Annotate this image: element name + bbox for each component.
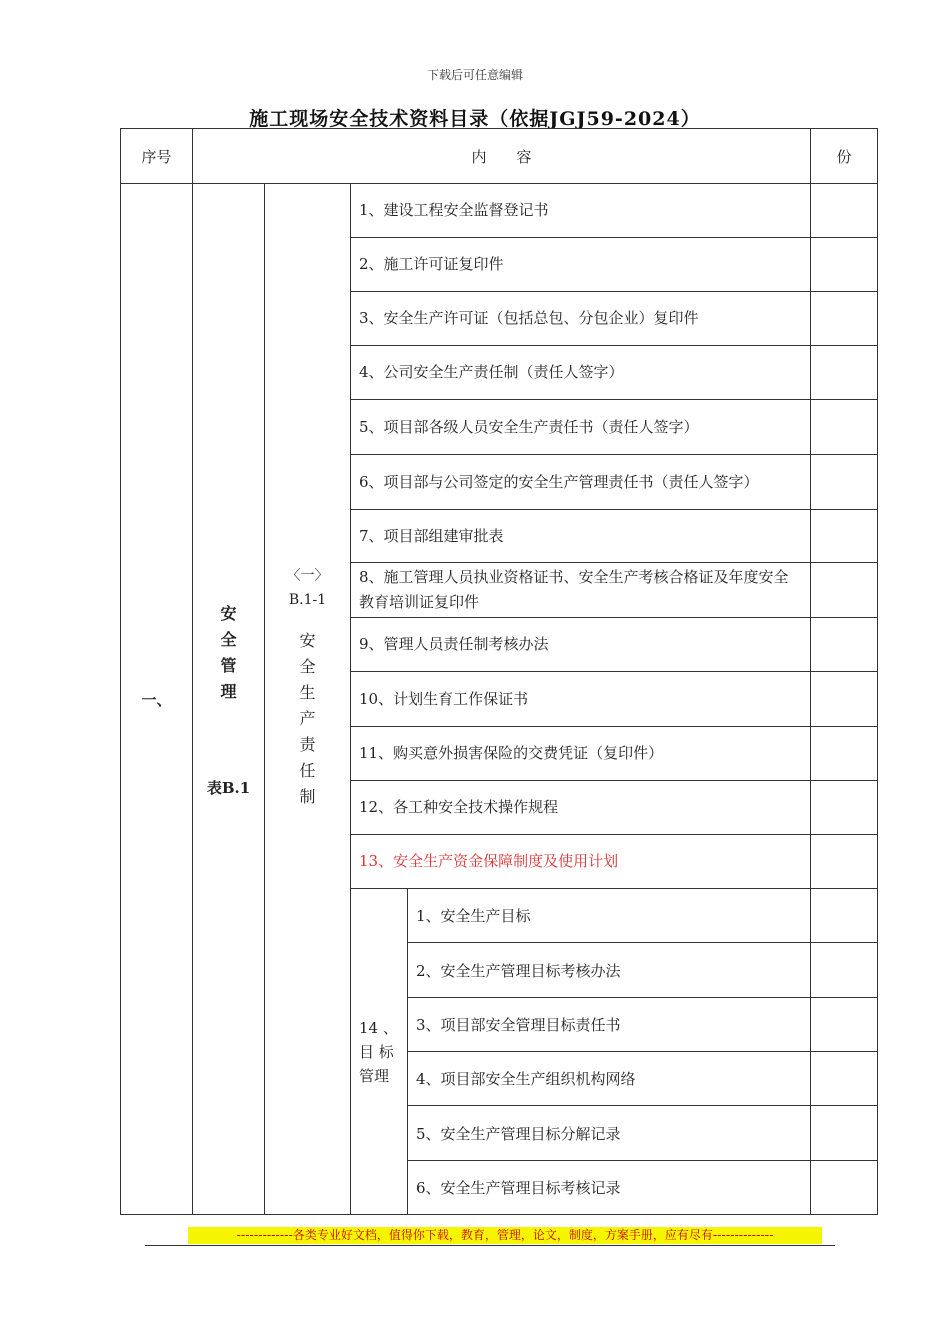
sub-list-item: 4、项目部安全生产组织机构网络 (408, 1052, 811, 1106)
subcategory-code: B.1-1 (288, 592, 327, 608)
document-title: 施工现场安全技术资料目录（依据JGJ59-2024） (249, 108, 701, 130)
category-char: 管 (220, 655, 237, 675)
list-item: 4、公司安全生产责任制（责任人签字） (351, 346, 811, 400)
copies-cell (811, 835, 878, 889)
copies-cell (811, 563, 878, 618)
item14-label-line: 管理 (359, 1066, 390, 1085)
copies-cell (811, 727, 878, 781)
category-char: 安 (220, 603, 237, 623)
subcategory-char: 安 (299, 631, 316, 650)
subcategory-char: 责 (299, 735, 316, 754)
sub-list-item: 5、安全生产管理目标分解记录 (408, 1106, 811, 1161)
list-item: 2、施工许可证复印件 (351, 238, 811, 292)
subcategory-char: 全 (299, 657, 316, 676)
subcategory-char: 产 (299, 709, 316, 728)
copies-cell (811, 510, 878, 563)
footer-divider (145, 1245, 835, 1246)
footer-banner: -------------各类专业好文档，值得你下载，教育，管理，论文，制度，方案手册，应有尽有-------------- (188, 1227, 822, 1244)
subcategory-code: 〈一〉 (286, 568, 329, 584)
copies-cell (811, 618, 878, 672)
list-item: 12、各工种安全技术操作规程 (351, 781, 811, 835)
item14-label-line: 14 、 (359, 1018, 398, 1037)
section-number: 一、 (121, 184, 193, 1215)
sub-list-item: 6、安全生产管理目标考核记录 (408, 1161, 811, 1215)
sub-list-item: 3、项目部安全管理目标责任书 (408, 998, 811, 1052)
copies-cell (811, 943, 878, 998)
header-seq: 序号 (121, 129, 193, 184)
header-content: 内 容 (193, 129, 811, 184)
list-item: 6、项目部与公司签定的安全生产管理责任书（责任人签字） (351, 455, 811, 510)
subcategory-char: 生 (299, 683, 316, 702)
table-header-row (121, 129, 878, 184)
category-char: 理 (220, 681, 237, 701)
copies-cell (811, 184, 878, 238)
subcategory-cell (265, 184, 351, 1215)
copies-cell (811, 998, 878, 1052)
copies-cell (811, 672, 878, 727)
sub-list-item: 1、安全生产目标 (408, 889, 811, 943)
category-table-ref: 表B.1 (206, 778, 251, 797)
subcategory-char: 任 (299, 761, 316, 780)
copies-cell (811, 346, 878, 400)
copies-cell (811, 1052, 878, 1106)
list-item: 11、购买意外损害保险的交费凭证（复印件） (351, 727, 811, 781)
list-item: 8、施工管理人员执业资格证书、安全生产考核合格证及年度安全教育培训证复印件 (351, 563, 811, 618)
list-item: 9、管理人员责任制考核办法 (351, 618, 811, 672)
list-item: 7、项目部组建审批表 (351, 510, 811, 563)
header-note: 下载后可任意编辑 (426, 68, 523, 82)
list-item: 10、计划生育工作保证书 (351, 672, 811, 727)
copies-cell (811, 292, 878, 346)
copies-cell (811, 400, 878, 455)
copies-cell (811, 238, 878, 292)
list-item-highlighted: 13、安全生产资金保障制度及使用计划 (351, 835, 811, 889)
item14-label (351, 889, 408, 1215)
category-cell (193, 184, 265, 1215)
catalog-table (120, 128, 878, 1215)
item14-label-line: 目 标 (359, 1042, 394, 1061)
list-item: 3、安全生产许可证（包括总包、分包企业）复印件 (351, 292, 811, 346)
copies-cell (811, 889, 878, 943)
table-row (121, 184, 878, 238)
sub-list-item: 2、安全生产管理目标考核办法 (408, 943, 811, 998)
list-item: 5、项目部各级人员安全生产责任书（责任人签字） (351, 400, 811, 455)
list-item: 1、建设工程安全监督登记书 (351, 184, 811, 238)
copies-cell (811, 1161, 878, 1215)
subcategory-char: 制 (299, 787, 316, 806)
copies-cell (811, 455, 878, 510)
category-char: 全 (220, 629, 237, 649)
header-copies: 份 (811, 129, 878, 184)
copies-cell (811, 781, 878, 835)
copies-cell (811, 1106, 878, 1161)
